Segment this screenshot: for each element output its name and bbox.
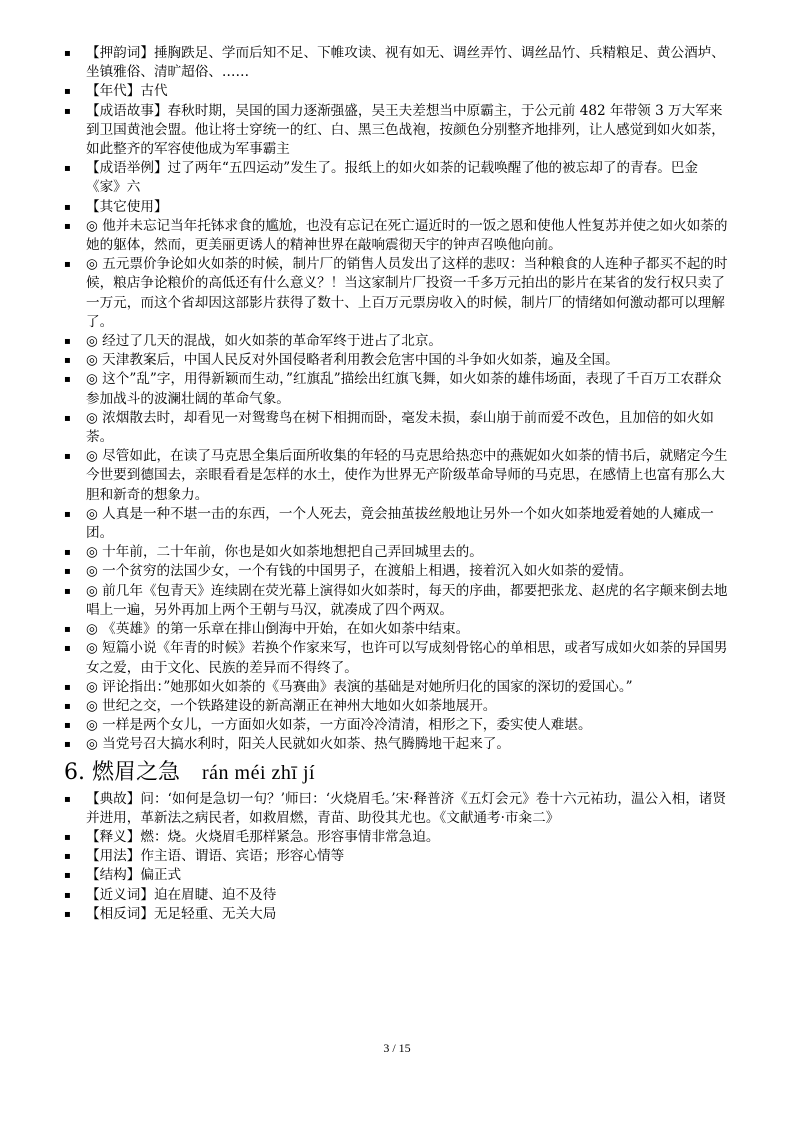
bullet-icon: ▪ [64, 681, 71, 693]
bullet-text: ◎ 一样是两个女儿，一方面如火如荼，一方面冷冷清清，相形之下，委实使人难堪。 [86, 717, 592, 734]
bullet-text: 【用法】作主语、谓语、宾语；形容心情等 [86, 848, 345, 865]
bullet-text: ◎ 尽管如此，在读了马克思全集后面所收集的年轻的马克思给热恋中的燕妮如火如荼的情书后，就赌定今生今世要到德国去，亲眼看看是怎样的水土，使作为世界无产阶级革命导师的马克思，在感情上也富有那么大胆和新奇的想象力。 [86, 448, 728, 503]
bullet-icon: ▪ [64, 793, 71, 805]
bullet-text: 【典故】问：‘如何是急切一句？’师曰：‘火烧眉毛。’宋·释普济《五灯会元》卷十六元祐玏，温公入相，诸贤并进用，革新法之病民者，如救眉燃，青苗、助役其尤也。《文献通考·市籴二》 [86, 790, 727, 826]
bullet-text: ◎ 当党号召大搞水利时，阳关人民就如火如荼、热气腾腾地干起来了。 [86, 736, 510, 753]
bullet-text: 【年代】古代 [86, 83, 168, 100]
bullet-icon: ▪ [64, 355, 71, 367]
bullet-icon: ▪ [64, 201, 71, 213]
bullet-text: ◎ 天津教案后，中国人民反对外国侵略者利用教会危害中国的斗争如火如荼，遍及全国。 [86, 352, 619, 369]
bullet-icon: ▪ [64, 336, 71, 348]
bullet-icon: ▪ [64, 163, 71, 175]
bullet-text: 【成语故事】春秋时期，吴国的国力逐渐强盛，吴王夫差想当中原霸主，于公元前 482 年带领 3 万大军来到卫国黄池会盟。他让将士穿统一的红、白、黑三色战袍，按颜色分别整齐地排列，让人感觉到如火如荼，如此整齐的军容使他成为军事霸主 [86, 102, 725, 158]
bullet-icon: ▪ [64, 86, 71, 98]
bullet-line [64, 217, 728, 255]
bullet-icon: ▪ [64, 105, 71, 117]
bullet-text: ◎ 十年前，二十年前，你也是如火如荼地想把自己弄回城里去的。 [86, 544, 483, 561]
bullet-icon: ▪ [64, 585, 71, 597]
bullet-text: ◎ 人真是一种不堪一击的东西，一个人死去，竟会抽茧拔丝般地让另外一个如火如荼地爱着她的人瘫成一团。 [86, 505, 714, 542]
bullet-text: ◎ 浓烟散去时，却看见一对鸳鸯鸟在树下相拥而卧，毫发未损，泰山崩于前而爱不改色，且加倍的如火如荼。 [86, 409, 714, 446]
bullet-icon: ▪ [64, 48, 71, 59]
bullet-line [64, 847, 728, 866]
bullet-icon: ▪ [64, 851, 71, 863]
idiom-section-details [64, 790, 728, 924]
bullet-icon: ▪ [64, 624, 71, 636]
bullet-line [64, 582, 728, 620]
bullet-icon: ▪ [64, 889, 71, 901]
bullet-text: 【相反词】无足轻重、无关大局 [86, 905, 277, 922]
bullet-line [64, 905, 728, 924]
bullet-line [64, 716, 728, 735]
bullet-icon: ▪ [64, 220, 71, 232]
bullet-icon: ▪ [64, 720, 71, 732]
bullet-line [64, 82, 728, 101]
bullet-icon: ▪ [64, 412, 71, 424]
bullet-text: ◎ 前几年《包青天》连续剧在荧光幕上演得如火如荼时，每天的序曲，都要把张龙、赵虎的名字颠来倒去地唱上一遍，另外再加上两个王朝与马汉，就凑成了四个两双。 [86, 582, 728, 618]
bullet-text: ◎ 《英雄》的第一乐章在排山倒海中开始，在如火如荼中结束。 [86, 621, 470, 638]
bullet-text: 【其它使用】 [86, 198, 168, 215]
bullet-icon: ▪ [64, 566, 71, 578]
bullet-icon: ▪ [64, 831, 71, 843]
bullet-icon: ▪ [64, 870, 71, 882]
bullet-line [64, 790, 728, 828]
bullet-line [64, 678, 728, 697]
bullet-text: 【成语举例】过了两年“五四运动”发生了。报纸上的如火如荼的记载唤醒了他的被忘却了的青春。巴金《家》六 [86, 160, 699, 196]
bullet-text: ◎ 一个贫穷的法国少女，一个有钱的中国男子，在渡船上相遇，接着沉入如火如荼的爱情。 [86, 563, 633, 580]
bullet-icon: ▪ [64, 643, 71, 655]
idiom-title: 6. 燃眉之急 [64, 759, 180, 785]
page-number: 3 / 15 [383, 1041, 411, 1055]
bullet-text: ◎ 评论指出：”她那如火如荼的《马赛曲》表演的基础是对她所归化的国家的深切的爱国心。” [86, 678, 633, 695]
bullet-line [64, 44, 728, 82]
bullet-icon: ▪ [64, 700, 71, 712]
bullet-line [64, 505, 728, 543]
bullet-text: ◎ 五元票价争论如火如荼的时候，制片厂的销售人员发出了这样的悲叹：当种粮食的人连种子都买不起的时候，粮店争论粮价的高低还有什么意义？！当这家制片厂投资一千多万元拍出的影片在某省的发行权只卖了一万元，而这个省却因这部影片获得了数十、上百万元票房收入的时候，制片厂的情绪如何激动都可以理解了。 [86, 256, 728, 330]
bullet-text: ◎ 他并未忘记当年托钵求食的尴尬，也没有忘记在死亡逼近时的一饭之恩和使他人性复苏并使之如火如荼的她的躯体，然而，更美丽更诱人的精神世界在敲响震彻天宇的钟声召唤他向前。 [86, 217, 728, 254]
bullet-line [64, 198, 728, 217]
bullet-line [64, 620, 728, 639]
bullet-line [64, 735, 728, 754]
bullet-text: 【结构】偏正式 [86, 867, 182, 884]
bullet-line [64, 639, 728, 677]
bullet-icon: ▪ [64, 739, 71, 751]
bullet-line [64, 370, 728, 408]
bullet-text: 【押韵词】捶胸跌足、学而后知不足、下帷攻读、视有如无、调丝弄竹、调丝品竹、兵精粮足、黄公酒垆、坐镇雅俗、清旷超俗、…… [86, 45, 725, 81]
bullet-line [64, 102, 728, 160]
idiom-heading [64, 758, 728, 788]
bullet-text: ◎ 这个”乱”字，用得新颖而生动，”红旗乱”描绘出红旗飞舞，如火如荼的雄伟场面，表现了千百万工农群众参加战斗的波澜壮阔的革命气象。 [86, 371, 722, 407]
bullet-icon: ▪ [64, 547, 71, 559]
bullet-icon: ▪ [64, 451, 71, 463]
bullet-icon: ▪ [64, 259, 71, 271]
bullet-text: ◎ 经过了几天的混战，如火如荼的革命军终于进占了北京。 [86, 333, 443, 350]
bullet-text: 【释义】燃：烧。火烧眉毛那样紧急。形容事情非常急迫。 [86, 828, 440, 845]
bullet-line [64, 562, 728, 581]
bullet-icon: ▪ [64, 374, 71, 386]
idiom-pinyin: rán méi zhī jí [201, 761, 316, 784]
bullet-text: 【近义词】迫在眉睫、迫不及待 [86, 886, 277, 903]
bullet-line [64, 159, 728, 197]
bullet-line [64, 409, 728, 447]
idiom-section-rhyme-and-usage [64, 44, 728, 755]
bullet-line [64, 332, 728, 351]
bullet-line [64, 447, 728, 505]
bullet-line [64, 697, 728, 716]
bullet-line [64, 828, 728, 847]
bullet-icon: ▪ [64, 908, 71, 920]
bullet-line [64, 255, 728, 332]
bullet-text: ◎ 短篇小说《年青的时候》若换个作家来写，也许可以写成刻骨铭心的单相思，或者写成如火如荼的异国男女之爱，由于文化、民族的差异而不得终了。 [86, 640, 728, 676]
document-body [64, 44, 728, 924]
bullet-line [64, 351, 728, 370]
bullet-icon: ▪ [64, 508, 71, 520]
bullet-line [64, 543, 728, 562]
bullet-text: ◎ 世纪之交，一个铁路建设的新高潮正在神州大地如火如荼地展开。 [86, 697, 497, 714]
bullet-line [64, 866, 728, 885]
bullet-line [64, 886, 728, 905]
